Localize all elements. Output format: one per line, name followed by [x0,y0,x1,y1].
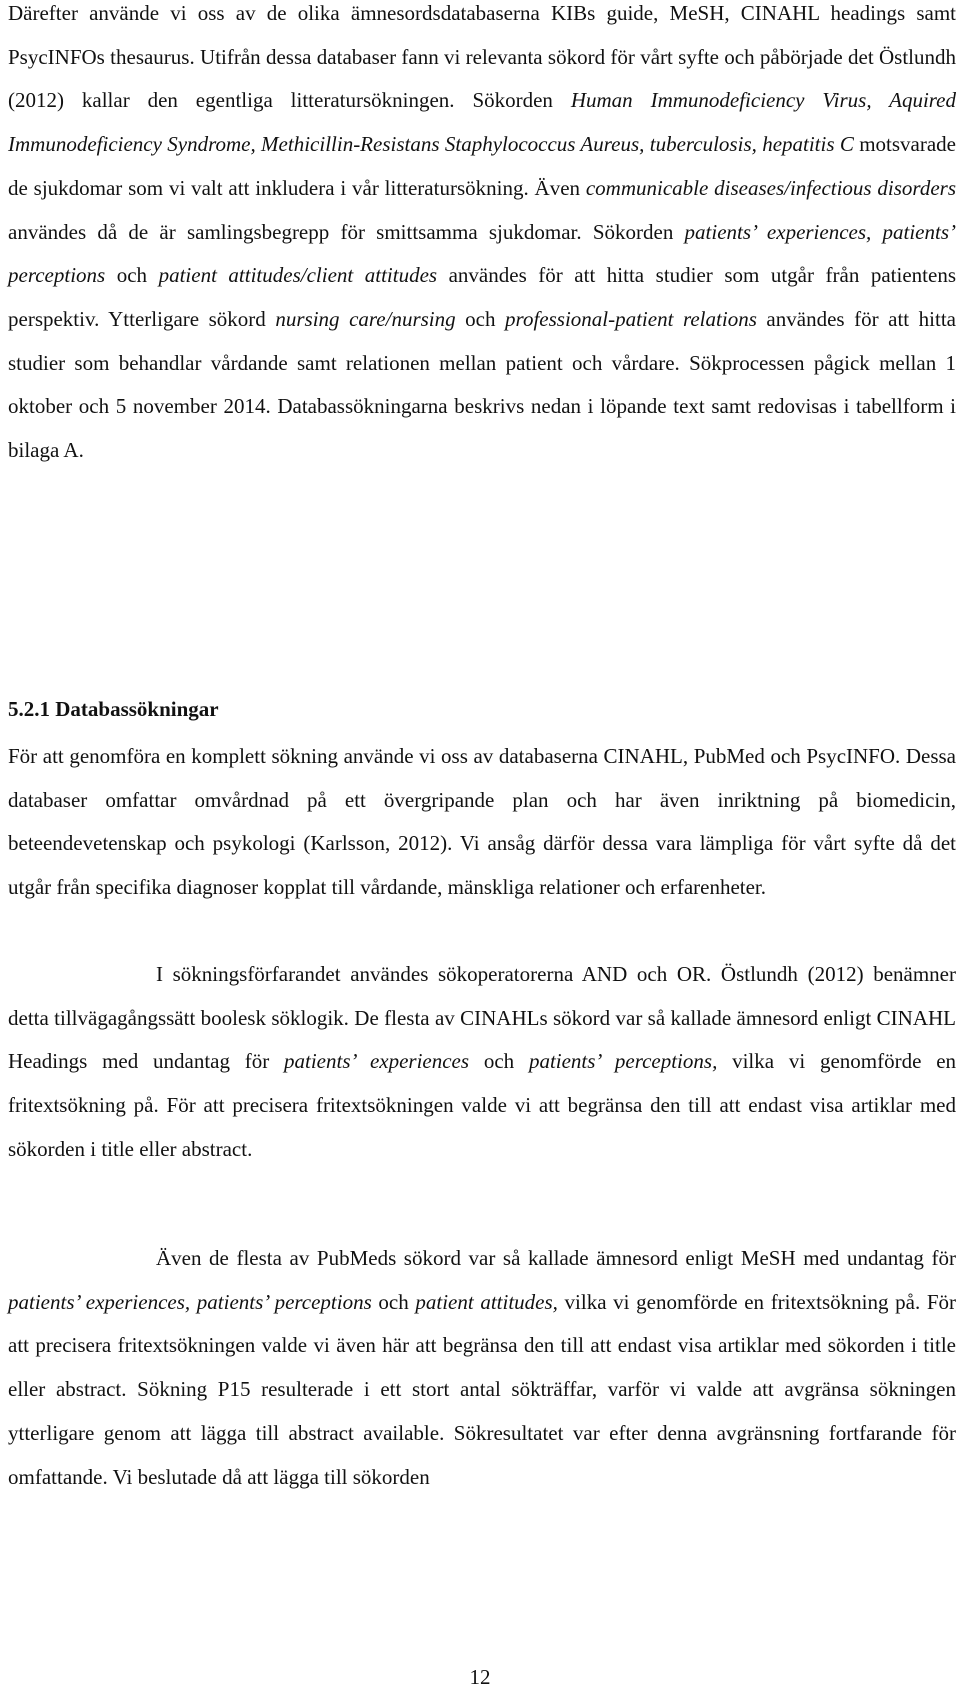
text-run: användes för att hitta studier som behandlar vårdande samt relationen mellan patient och vårdare. Sökprocessen pågick mellan 1 oktober och 5 november 2014. Databassökningarna beskrivs nedan i löpande text samt redovisas i tabellform i bilaga A. [8,306,956,463]
text-run: användes då de är samlingsbegrepp för smittsamma sjukdomar. Sökorden [8,219,685,244]
text-run: vilka vi genomförde en fritextsökning på. För att precisera fritextsökningen valde vi att begränsa den till att endast visa artiklar med sökorden i title eller abstract. [8,1049,957,1161]
italic-term: patients’ experiences, patients’ perceptions [8,1289,372,1314]
text-run: och [455,306,506,331]
paragraph-search-operators [8,953,956,1172]
italic-term: professional-patient relations [505,306,757,331]
text-run: och [105,263,159,288]
italic-term: patients’ experiences, patients’ perceptions [8,219,956,288]
paragraph-databases: För att genomföra en komplett sökning använde vi oss av databaserna CINAHL, PubMed och PsycINFO. Dessa databaser omfattar omvårdnad på ett övergripande plan och har även inriktning på biomedicin, beteendevetenskap och psykologi (Karlsson, 2012). Vi ansåg därför dessa vara lämpliga för vårt syfte då det utgår från specifika diagnoser kopplat till vårdande, mänskliga relationer och erfarenheter. [8,744,956,900]
italic-term: Human Immunodeficiency Virus, Aquired Immunodeficiency Syndrome, Methicillin-Resistans Staphylococcus Aureus, tuberculosis, hepatitis C [8,88,956,157]
italic-term: patient attitudes, [415,1289,558,1314]
text-run: användes för att hitta studier som utgår från patientens perspektiv. Ytterligare sökord [8,263,956,331]
text-run: och [469,1049,529,1074]
paragraph-search-terms [8,0,956,473]
section-heading: 5.2.1 Databassökningar [8,697,219,721]
text-run: I sökningsförfarandet användes sökoperatorerna AND och OR. Östlundh (2012) benämner detta tillvägagångssätt boolesk söklogik. De flesta av CINAHLs sökord var så kallade ämnesord enligt CINAHL Headings med undantag för [8,962,956,1074]
italic-term: patient attitudes/client attitudes [158,263,438,288]
italic-term: communicable diseases/infectious disorders [585,175,956,200]
italic-term: patients’ perceptions, [528,1049,718,1074]
text-run: Därefter använde vi oss av de olika ämnesordsdatabaserna KIBs guide, MeSH, CINAHL headings samt PsycINFOs thesaurus. Utifrån dessa databaser fann vi relevanta sökord för vårt syfte och påbörjade det Östlundh (2012) kallar den egentliga litteratursökningen. Sökorden [8,1,956,113]
italic-term: patients’ experiences [284,1049,470,1074]
text-run: och [371,1289,416,1314]
paragraph-pubmed [8,1237,956,1499]
text-run: Även de flesta av PubMeds sökord var så kallade ämnesord enligt MeSH med undantag för [156,1246,956,1270]
text-run: vilka vi genomförde en fritextsökning på. För att precisera fritextsökningen valde vi även här att begränsa den till att endast visa artiklar med sökorden i title eller abstract. Sökning P15 resulterade i ett stort antal sökträffar, varför vi valde att avgränsa sökningen ytterligare genom att lägga till abstract available. Sökresultatet var efter denna avgränsning fortfarande för omfattande. Vi beslutade då att lägga till sökorden [8,1289,957,1489]
italic-term: nursing care/nursing [275,306,456,331]
text-run: motsvarade de sjukdomar som vi valt att inkludera i vår litteratursökning. Även [8,132,957,200]
page-number: 12 [469,1665,491,1689]
